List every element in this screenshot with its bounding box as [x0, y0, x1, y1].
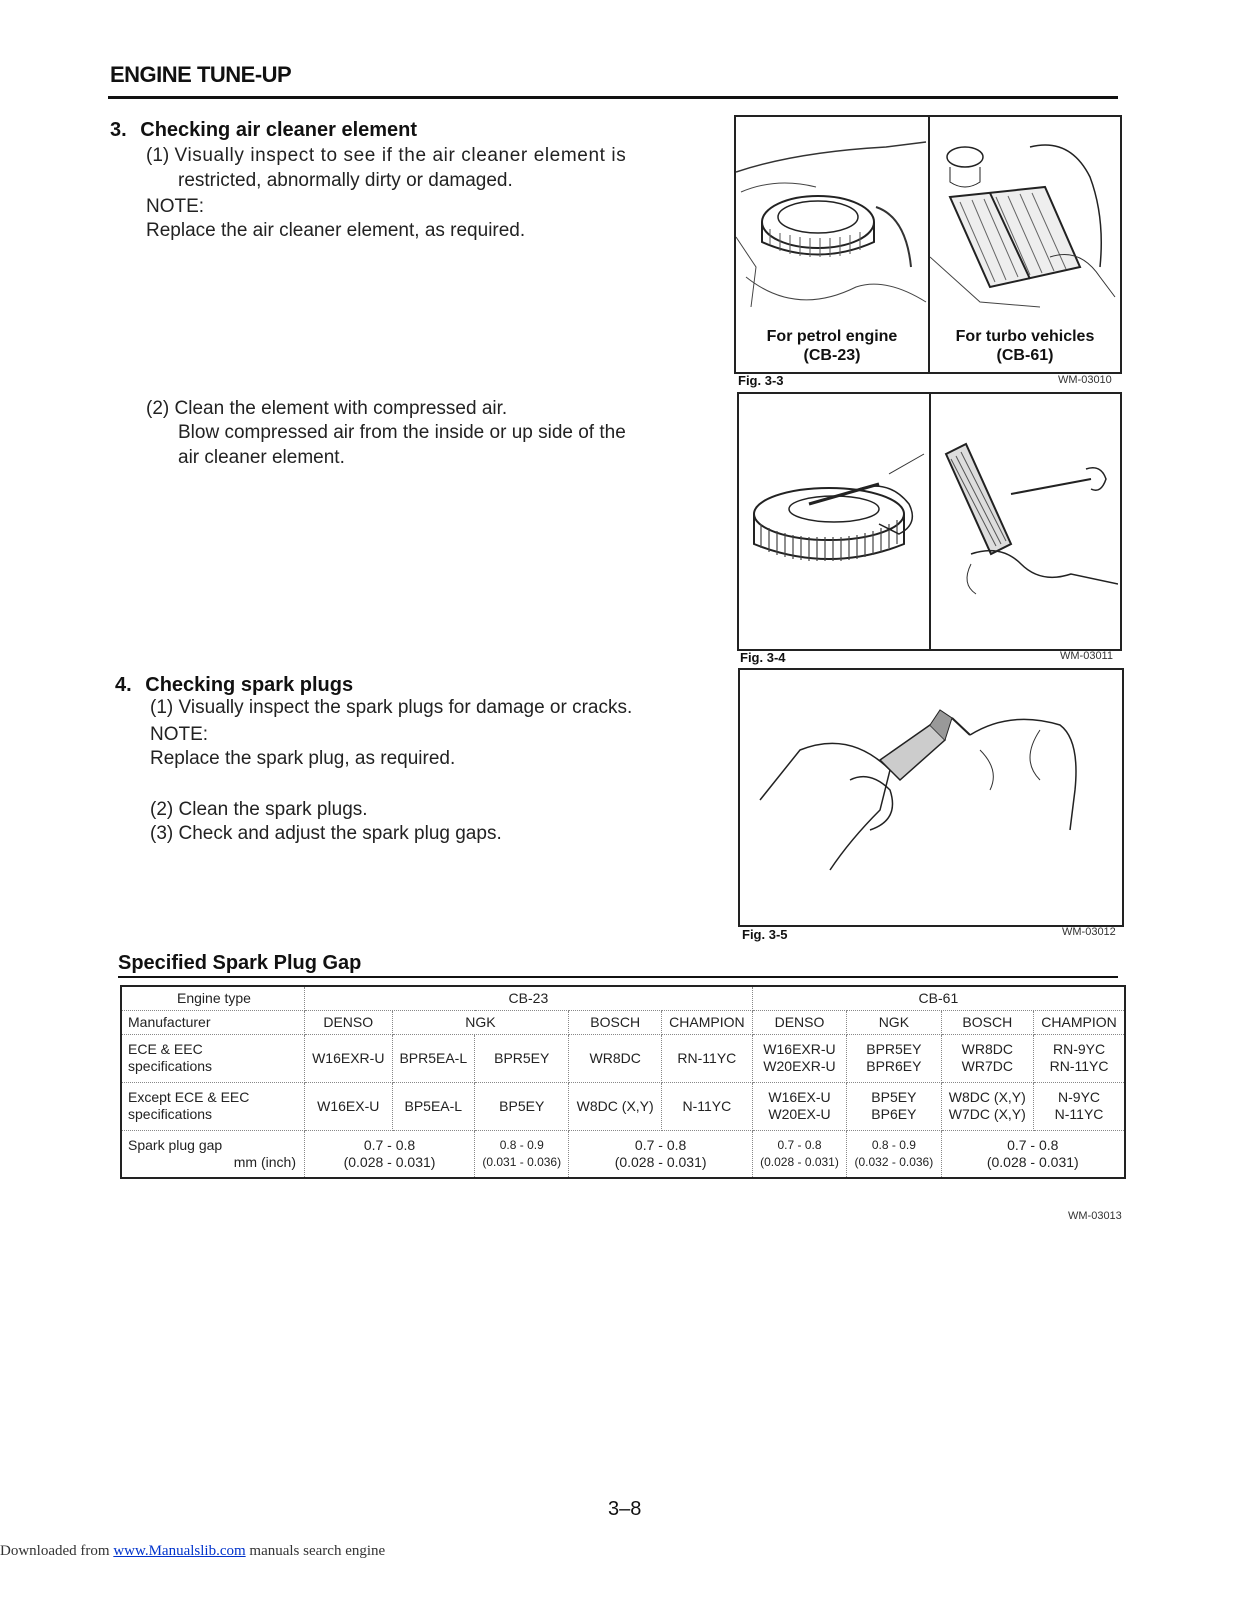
- engine-cb23: CB-23: [305, 986, 753, 1010]
- item-marker: (2): [146, 398, 170, 419]
- cell-line: BPR5EY: [866, 1041, 922, 1057]
- cell-value: BPR5EY: [475, 1034, 569, 1082]
- cell-line: RN-9YC: [1052, 1041, 1106, 1057]
- row-header-line: Except ECE & EEC: [128, 1089, 250, 1105]
- cell-manufacturer: CHAMPION: [1034, 1010, 1125, 1034]
- cell-line: (0.032 - 0.036): [854, 1154, 934, 1169]
- section-4-note-label: NOTE:: [150, 724, 209, 745]
- cell-value: N-11YC: [661, 1082, 752, 1130]
- table-row: [121, 1082, 1125, 1130]
- cell-value: [941, 1034, 1034, 1082]
- item-marker: (3): [150, 823, 174, 844]
- spark-plug-gap-table-title: Specified Spark Plug Gap: [118, 952, 362, 974]
- fig-3-4-code: WM-03011: [1060, 650, 1113, 662]
- cell-line: N-11YC: [1054, 1106, 1104, 1122]
- section-4-title: Checking spark plugs: [145, 674, 354, 696]
- cell-manufacturer: BOSCH: [941, 1010, 1034, 1034]
- cell-line: BPR6EY: [866, 1058, 922, 1074]
- fig-3-5-code: WM-03012: [1062, 926, 1116, 938]
- manualslib-link[interactable]: www.Manualslib.com: [113, 1543, 246, 1559]
- section-3-item-2: [146, 396, 507, 421]
- cell-value: [941, 1130, 1125, 1178]
- item-text: Clean the element with compressed air.: [174, 398, 508, 419]
- cell-line: WR8DC: [961, 1041, 1013, 1057]
- fig-3-3-code: WM-03010: [1058, 374, 1112, 386]
- fig-3-5-label: Fig. 3-5: [742, 927, 788, 942]
- cell-line: 0.7 - 0.8: [1007, 1136, 1059, 1153]
- cell-line: W20EX-U: [768, 1106, 831, 1122]
- cell-value: [847, 1082, 941, 1130]
- row-header-line: specifications: [128, 1106, 213, 1122]
- cell-manufacturer: DENSO: [752, 1010, 846, 1034]
- cell-value: [1034, 1034, 1125, 1082]
- cell-value: [1034, 1082, 1125, 1130]
- section-3-heading: [110, 119, 417, 142]
- cell-value: [752, 1130, 846, 1178]
- row-header-ece: [121, 1034, 305, 1082]
- caption-line: (CB-61): [996, 347, 1054, 364]
- page-number: 3–8: [608, 1498, 642, 1520]
- page-header-title: ENGINE TUNE-UP: [110, 62, 292, 87]
- cell-value: W16EXR-U: [305, 1034, 393, 1082]
- cell-value: BPR5EA-L: [392, 1034, 475, 1082]
- table-row: [121, 1130, 1125, 1178]
- cell-value: [847, 1130, 941, 1178]
- cell-value: BP5EY: [475, 1082, 569, 1130]
- cell-line: W20EXR-U: [763, 1058, 836, 1074]
- caption-line: For petrol engine: [766, 328, 898, 345]
- section-3-item-1: [146, 143, 626, 168]
- item-marker: (1): [146, 145, 170, 166]
- footer-prefix: Downloaded from: [0, 1543, 114, 1559]
- table-rule: [118, 976, 1118, 978]
- row-header-engine-type: Engine type: [121, 986, 305, 1010]
- cell-value: [752, 1034, 846, 1082]
- cell-value: [752, 1082, 846, 1130]
- air-cleaner-turbo-illustration: [930, 117, 1118, 327]
- cell-value: RN-11YC: [661, 1034, 752, 1082]
- cell-line: W8DC (X,Y): [948, 1089, 1026, 1105]
- item-text: Visually inspect the spark plugs for damage or cracks.: [178, 697, 633, 718]
- air-cleaner-petrol-illustration: [736, 117, 928, 327]
- table-row: [121, 1034, 1125, 1082]
- section-3-number: 3.: [110, 119, 127, 141]
- section-3-item-1-cont: restricted, abnormally dirty or damaged.: [178, 170, 513, 191]
- cell-value: [569, 1130, 752, 1178]
- cell-line: (0.028 - 0.031): [343, 1153, 436, 1170]
- cell-line: W7DC (X,Y): [948, 1106, 1026, 1122]
- cell-line: W16EX-U: [768, 1089, 831, 1105]
- cell-line: N-9YC: [1058, 1089, 1101, 1105]
- cell-line: BP5EY: [871, 1089, 917, 1105]
- cell-line: BP6EY: [871, 1106, 917, 1122]
- cell-line: 0.8 - 0.9: [499, 1137, 544, 1152]
- cell-value: WR8DC: [569, 1034, 662, 1082]
- row-header-line: mm (inch): [233, 1153, 296, 1170]
- figure-3-5: [738, 668, 1124, 927]
- cell-value: W16EX-U: [305, 1082, 393, 1130]
- section-4-note-text: Replace the spark plug, as required.: [150, 748, 456, 769]
- fig-3-4-label: Fig. 3-4: [740, 650, 786, 665]
- section-3-title: Checking air cleaner element: [140, 119, 418, 141]
- section-4-item-1: [150, 695, 632, 720]
- cell-line: W16EXR-U: [763, 1041, 836, 1057]
- cell-value: [941, 1082, 1034, 1130]
- section-3-item-2-cont2: air cleaner element.: [178, 447, 345, 468]
- row-header-line: ECE & EEC: [128, 1041, 203, 1057]
- section-4-item-3: [150, 821, 502, 846]
- row-header-line: specifications: [128, 1058, 213, 1074]
- spark-plug-inspection-illustration: [740, 670, 1122, 925]
- row-header-line: Spark plug gap: [128, 1136, 223, 1153]
- cell-manufacturer: BOSCH: [569, 1010, 662, 1034]
- cell-line: 0.7 - 0.8: [363, 1136, 416, 1153]
- compressed-air-panel-element-illustration: [931, 394, 1118, 649]
- figure-3-4: [737, 392, 1122, 651]
- cell-line: (0.028 - 0.031): [986, 1153, 1079, 1170]
- section-3-note-text: Replace the air cleaner element, as required.: [146, 220, 526, 241]
- cell-line: RN-11YC: [1049, 1058, 1109, 1074]
- section-4-item-2: [150, 797, 368, 822]
- row-header-gap: [121, 1130, 305, 1178]
- engine-cb61: CB-61: [752, 986, 1125, 1010]
- cell-value: [847, 1034, 941, 1082]
- cell-value: W8DC (X,Y): [569, 1082, 662, 1130]
- table-code: WM-03013: [1068, 1210, 1122, 1222]
- cell-line: 0.7 - 0.8: [634, 1136, 687, 1153]
- cell-line: 0.7 - 0.8: [777, 1137, 822, 1152]
- section-4-heading: [115, 674, 353, 697]
- item-marker: (2): [150, 799, 174, 820]
- cell-line: 0.8 - 0.9: [871, 1137, 916, 1152]
- section-3-item-2-cont: Blow compressed air from the inside or up side of the: [178, 422, 626, 443]
- cell-manufacturer: NGK: [847, 1010, 941, 1034]
- item-text: Clean the spark plugs.: [178, 799, 368, 820]
- item-marker: (1): [150, 697, 174, 718]
- fig-3-3-label: Fig. 3-3: [738, 373, 784, 388]
- footer: [0, 1543, 385, 1560]
- caption-line: (CB-23): [803, 347, 861, 364]
- item-text: Check and adjust the spark plug gaps.: [178, 823, 502, 844]
- section-4-number: 4.: [115, 674, 132, 696]
- cell-value: [305, 1130, 475, 1178]
- cell-line: WR7DC: [961, 1058, 1013, 1074]
- fig-3-4-right-panel: [931, 394, 1120, 649]
- header-rule: [108, 96, 1118, 99]
- fig-3-3-left-panel: [736, 117, 930, 372]
- fig-3-3-left-caption: [736, 327, 928, 365]
- fig-3-3-right-caption: [930, 327, 1120, 365]
- item-text: Visually inspect to see if the air cleaner element is: [174, 145, 627, 166]
- cell-manufacturer: DENSO: [305, 1010, 393, 1034]
- compressed-air-round-element-illustration: [739, 394, 929, 649]
- row-header-except: [121, 1082, 305, 1130]
- cell-value: [475, 1130, 569, 1178]
- figure-3-3: [734, 115, 1122, 374]
- cell-value: BP5EA-L: [392, 1082, 475, 1130]
- row-header-manufacturer: Manufacturer: [121, 1010, 305, 1034]
- table-row: [121, 1010, 1125, 1034]
- footer-suffix: manuals search engine: [245, 1543, 386, 1559]
- cell-manufacturer: NGK: [392, 1010, 569, 1034]
- spark-plug-gap-table: [120, 985, 1126, 1179]
- cell-manufacturer: CHAMPION: [661, 1010, 752, 1034]
- caption-line: For turbo vehicles: [955, 328, 1095, 345]
- cell-line: (0.028 - 0.031): [760, 1154, 839, 1169]
- fig-3-3-right-panel: [930, 117, 1120, 372]
- cell-line: (0.031 - 0.036): [482, 1154, 562, 1169]
- section-3-note-label: NOTE:: [146, 196, 205, 217]
- table-row: [121, 986, 1125, 1010]
- fig-3-4-left-panel: [739, 394, 931, 649]
- cell-line: (0.028 - 0.031): [614, 1153, 707, 1170]
